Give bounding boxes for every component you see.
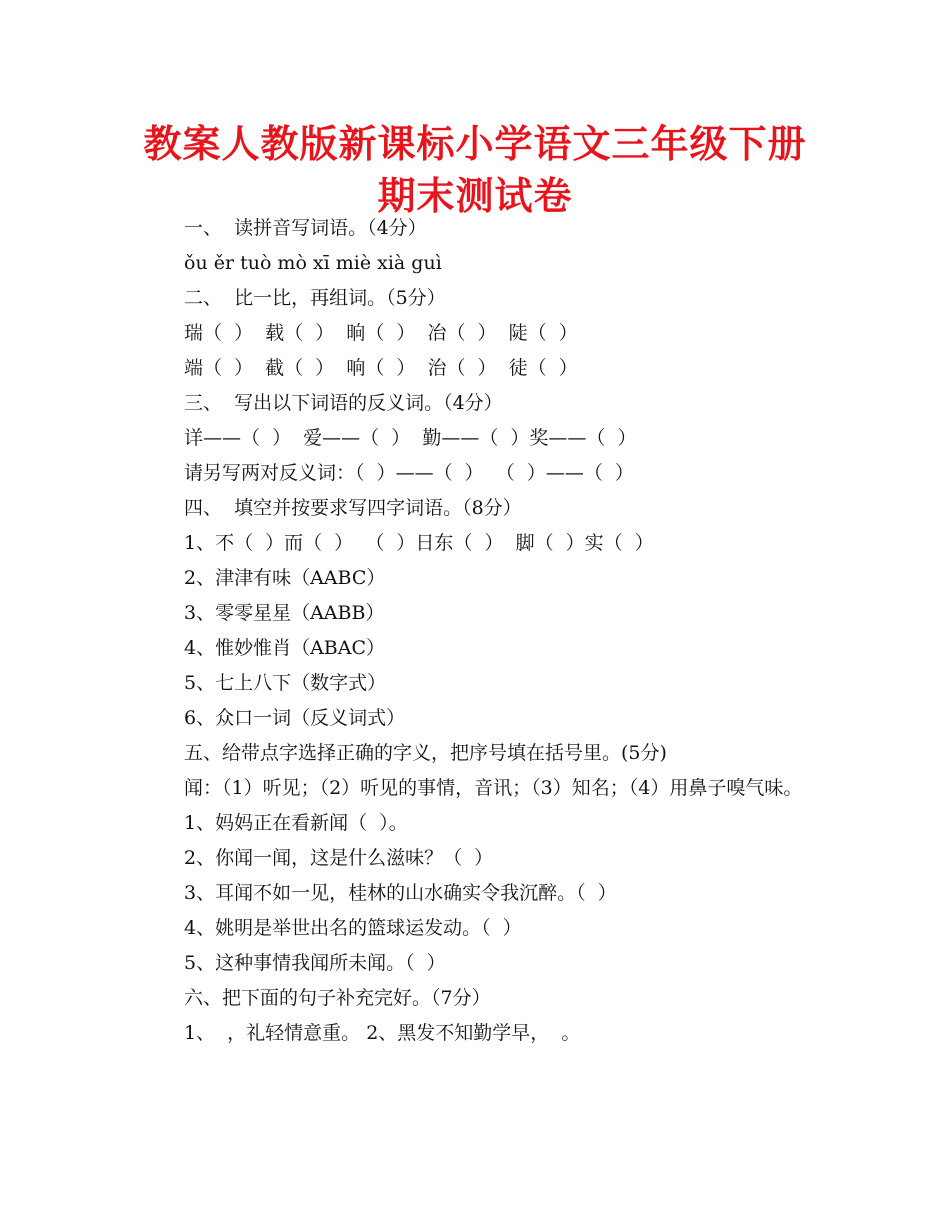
document-title: 教案人教版新课标小学语文三年级下册期末测试卷	[143, 122, 807, 218]
antonym-extra-row: 请另写两对反义词：（ ）——（ ） （ ）——（ ）	[184, 462, 634, 484]
fill-item-2: 2、津津有味（AABC）	[184, 567, 386, 589]
section-1-heading: 一、 读拼音写词语。（4分）	[184, 217, 427, 239]
compare-row-1: 瑞（ ） 载（ ） 晌（ ） 冶（ ） 陡（ ）	[184, 322, 578, 344]
pinyin-line: ǒu ěr tuò mò xī miè xià guì	[184, 252, 442, 274]
fill-item-3: 3、零零星星（AABB）	[184, 602, 385, 624]
section-3-heading: 三、 写出以下词语的反义词。（4分）	[184, 392, 503, 414]
document-body	[143, 211, 815, 1051]
meaning-item-5: 5、这种事情我闻所未闻。（ ）	[184, 952, 446, 974]
meaning-item-1: 1、妈妈正在看新闻（ ）。	[184, 812, 408, 834]
definition-paragraph: 闻：（1）听见；（2）听见的事情，音讯；（3）知名；（4）用鼻子嗅气味。	[184, 777, 803, 799]
fill-item-4: 4、惟妙惟肖（ABAC）	[184, 637, 386, 659]
section-2-heading: 二、 比一比，再组词。（5分）	[184, 287, 446, 309]
section-6-heading: 六、把下面的句子补充完好。（7分）	[184, 987, 491, 1009]
antonym-row: 详——（ ） 爱——（ ） 勤——（ ）奖——（ ）	[184, 427, 637, 449]
complete-sentence-row: 1、 ，礼轻情意重。 2、黑发不知勤学早， 。	[184, 1022, 581, 1044]
compare-row-2: 端（ ） 截（ ） 响（ ） 治（ ） 徒（ ）	[184, 357, 578, 379]
meaning-item-2: 2、你闻一闻，这是什么滋味？（ ）	[184, 847, 494, 869]
meaning-item-4: 4、姚明是举世出名的篮球运发动。（ ）	[184, 917, 522, 939]
fill-item-1: 1、不（ ）而（ ） （ ）日东（ ） 脚（ ）实（ ）	[184, 532, 654, 554]
section-4-heading: 四、 填空并按要求写四字词语。（8分）	[184, 497, 522, 519]
meaning-item-3: 3、耳闻不如一见，桂林的山水确实令我沉醉。（ ）	[184, 882, 617, 904]
section-5-heading: 五、给带点字选择正确的字义，把序号填在括号里。(5分)	[184, 742, 667, 764]
fill-item-5: 5、七上八下（数字式）	[184, 672, 387, 694]
fill-item-6: 6、众口一词（反义词式）	[184, 707, 406, 729]
